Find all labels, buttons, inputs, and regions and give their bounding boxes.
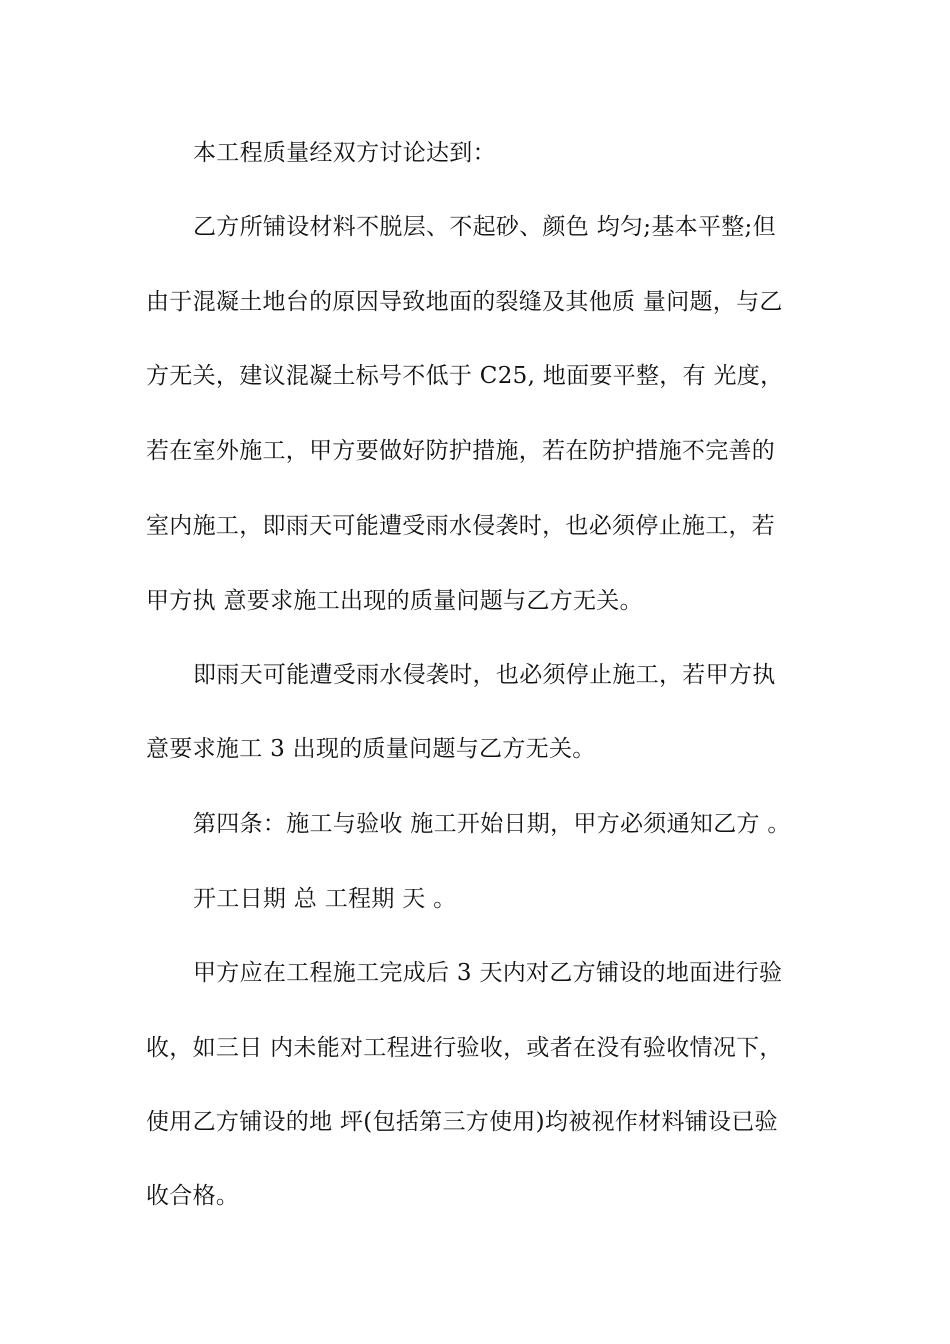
paragraph-6-line-4: 收合格。 xyxy=(146,1183,240,1209)
paragraph-6-line-2: 收，如三日 内未能对工程进行验收，或者在没有验收情况下， xyxy=(146,1035,783,1061)
paragraph-2-line-5: 室内施工，即雨天可能遭受雨水侵袭时，也必须停止施工，若 xyxy=(146,513,776,539)
paragraph-2-line-4: 若在室外施工，甲方要做好防护措施，若在防护措施不完善的 xyxy=(146,438,776,464)
paragraph-2-line-1: 乙方所铺设材料不脱层、不起砂、颜色 均匀;基本平整;但 xyxy=(193,214,776,240)
paragraph-2-line-2: 由于混凝土地台的原因导致地面的裂缝及其他质 量问题，与乙 xyxy=(146,289,783,315)
paragraph-3-line-2: 意要求施工 3 出现的质量问题与乙方无关。 xyxy=(146,736,596,762)
paragraph-2-line-3: 方无关，建议混凝土标号不低于 C25, 地面要平整，有 光度， xyxy=(146,363,784,389)
article-four-heading: 第四条：施工与验收 施工开始日期，甲方必须通知乙方 。 xyxy=(193,811,791,837)
paragraph-6-line-1: 甲方应在工程施工完成后 3 天内对乙方铺设的地面进行验 xyxy=(193,960,783,986)
paragraph-1-line-1: 本工程质量经双方讨论达到： xyxy=(193,140,496,166)
start-date-line: 开工日期 总 工程期 天 。 xyxy=(193,886,457,912)
paragraph-3-line-1: 即雨天可能遭受雨水侵袭时，也必须停止施工，若甲方执 xyxy=(193,662,776,688)
paragraph-6-line-3: 使用乙方铺设的地 坪(包括第三方使用)均被视作材料铺设已验 xyxy=(146,1109,778,1135)
paragraph-2-line-6: 甲方执 意要求施工出现的质量问题与乙方无关。 xyxy=(146,588,643,614)
